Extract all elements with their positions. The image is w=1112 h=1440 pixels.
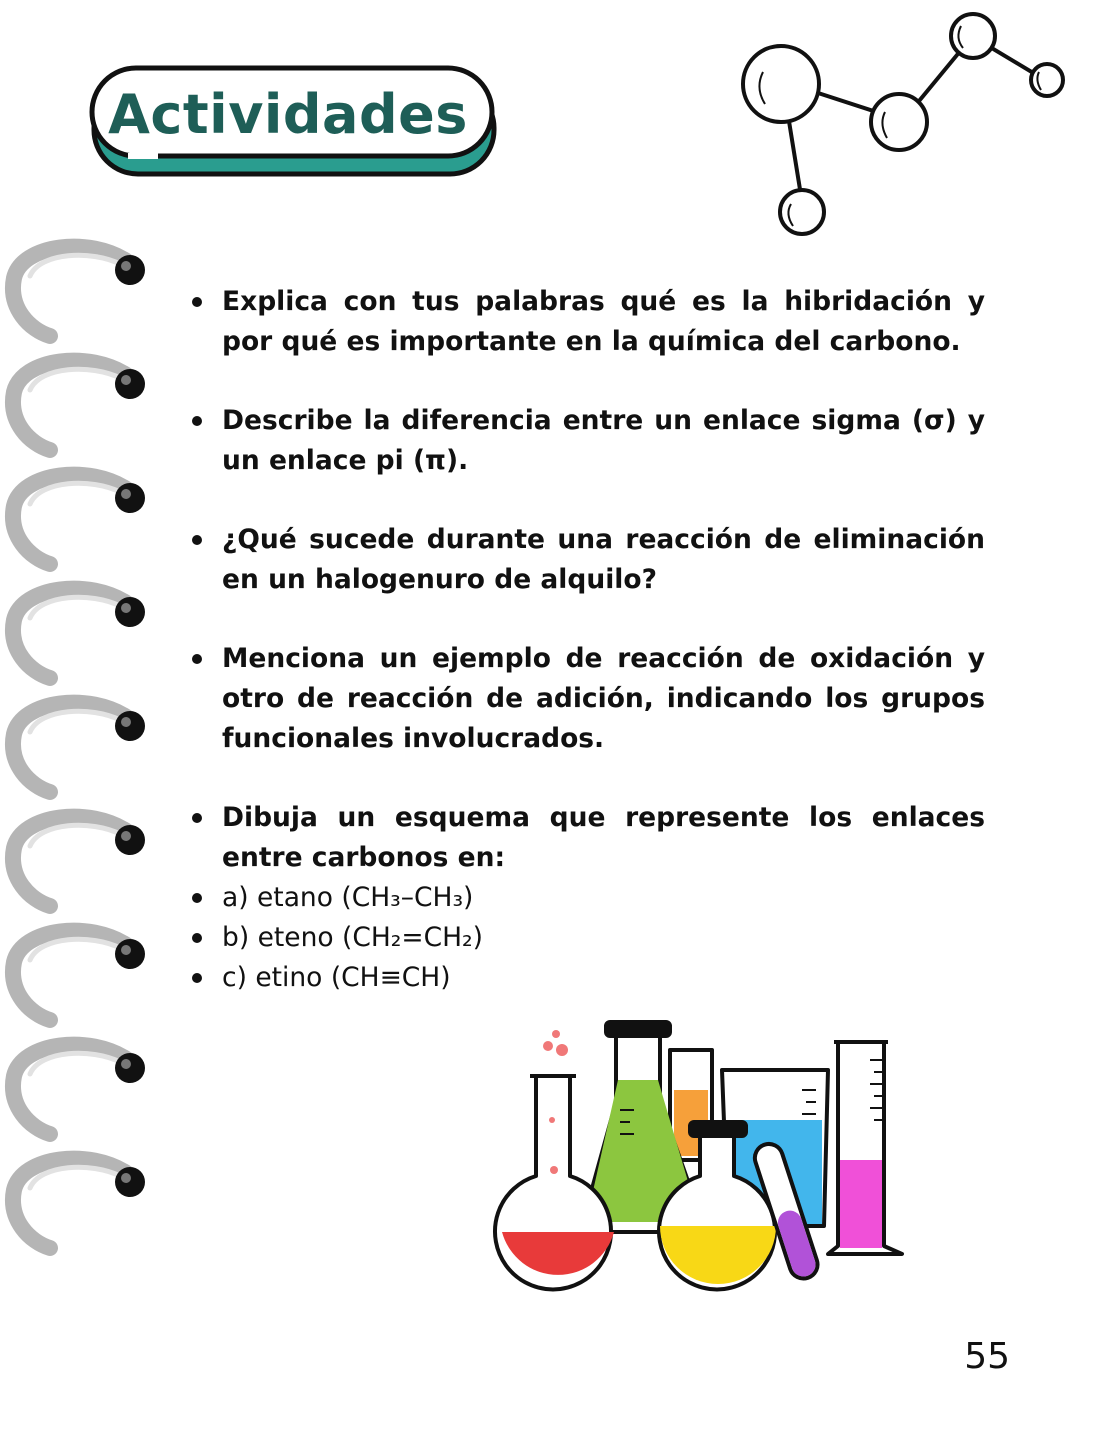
activities-list	[190, 282, 985, 998]
activity-item: Menciona un ejemplo de reacción de oxidación y otro de reacción de adición, indicando los grupos funcionales involucrados.	[190, 639, 985, 759]
spiral-ring	[0, 1150, 160, 1260]
spiral-ring	[0, 352, 160, 462]
activity-item: Explica con tus palabras qué es la hibridación y por qué es importante en la química del carbono.	[190, 282, 985, 362]
lab-flasks-illustration	[490, 1010, 910, 1295]
spiral-ring	[0, 694, 160, 804]
spiral-ring	[0, 580, 160, 690]
molecule-illustration	[735, 8, 1075, 240]
title-badge	[88, 62, 500, 180]
activity-item: ¿Qué sucede durante una reacción de eliminación en un halogenuro de alquilo?	[190, 520, 985, 600]
activity-item: Dibuja un esquema que represente los enlaces entre carbonos en:	[190, 798, 985, 878]
activity-sub-item: b) eteno (CH₂=CH₂)	[190, 918, 985, 958]
spiral-binding	[0, 238, 160, 1268]
page-number: 55	[964, 1336, 1010, 1377]
spiral-ring	[0, 1036, 160, 1146]
activity-item: Describe la diferencia entre un enlace sigma (σ) y un enlace pi (π).	[190, 401, 985, 481]
activity-sub-item: a) etano (CH₃–CH₃)	[190, 878, 985, 918]
spiral-ring	[0, 238, 160, 348]
page-title: Actividades	[108, 82, 468, 146]
spiral-ring	[0, 808, 160, 918]
activity-sub-item: c) etino (CH≡CH)	[190, 958, 985, 998]
spiral-ring	[0, 466, 160, 576]
spiral-ring	[0, 922, 160, 1032]
